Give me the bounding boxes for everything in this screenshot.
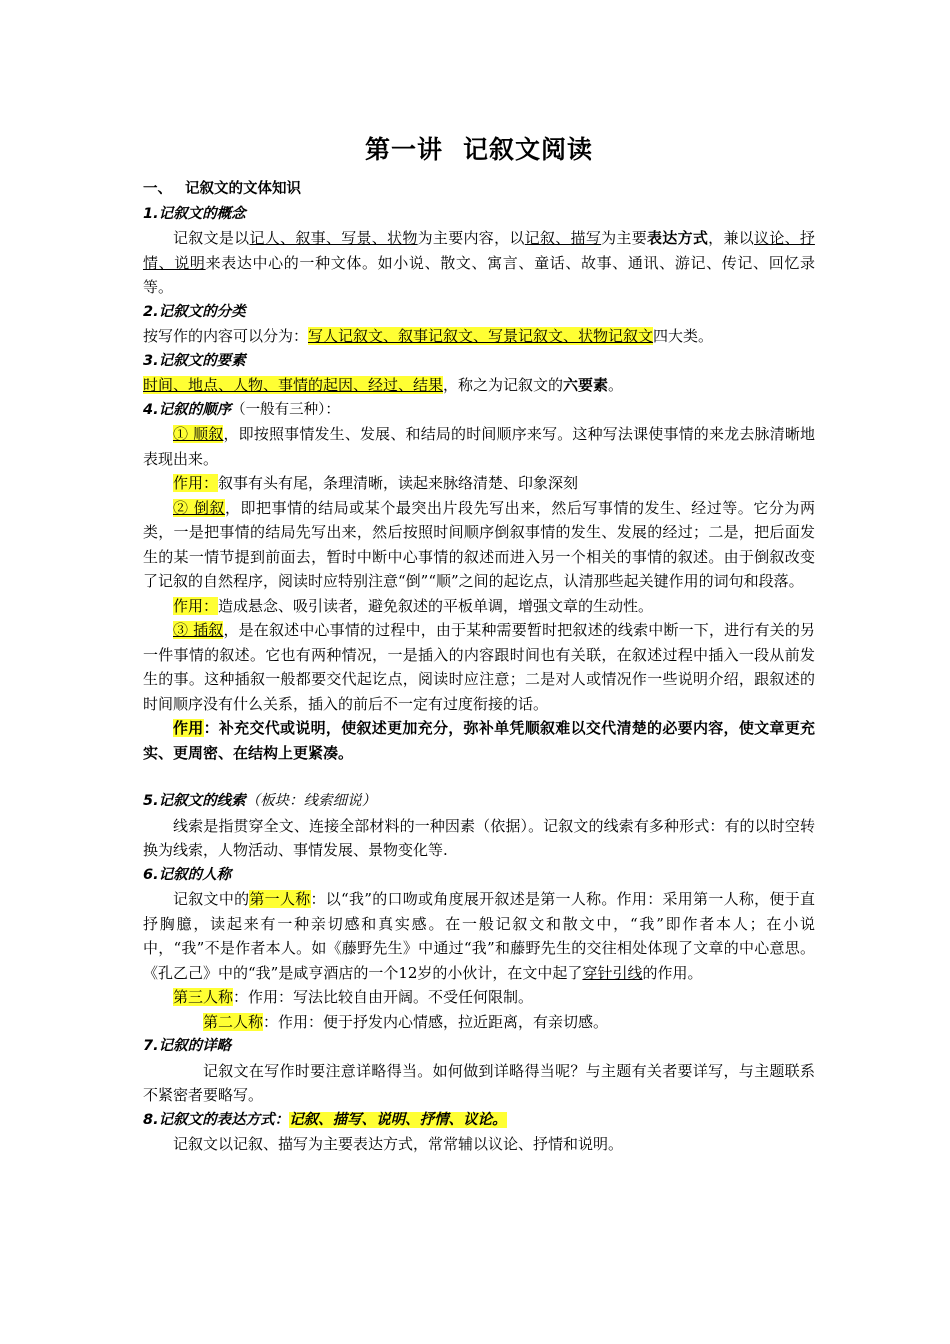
subheading-order: 4.记叙的顺序（一般有三种）： [143, 401, 340, 418]
subheading-clue: 5.记叙文的线索（板块：线索细说） [143, 793, 377, 809]
section-number: 一、 [143, 181, 172, 197]
subheading-concept: 1.记叙文的概念 [143, 205, 246, 222]
section-label: 记叙文的文体知识 [185, 181, 301, 197]
highlight-first-person: 第一人称 [249, 890, 311, 908]
underlined-expression-methods: 记叙、描写 [524, 229, 602, 247]
document-content [143, 133, 815, 1157]
highlight-expression-methods: 记叙、描写、说明、抒情、议论。 [289, 1111, 507, 1128]
subheading-classification: 2.记叙文的分类 [143, 303, 246, 320]
label-chronological: ① 顺叙 [173, 425, 224, 443]
label-interpolation: ③ 插叙 [173, 621, 224, 639]
order-note: （一般有三种）： [231, 401, 340, 418]
effect-flashback: 作用：造成悬念、吸引读者，避免叙述的平板单调，增强文章的生动性。 [173, 596, 654, 615]
page-title [143, 133, 815, 167]
subheading-person: 6.记叙的人称 [143, 866, 232, 883]
bold-six-elements: 六要素 [563, 376, 609, 394]
underlined-auxiliary-methods: 议论、抒情、说明 [143, 229, 815, 272]
effect-label: 作用： [173, 596, 219, 615]
label-flashback: ② 倒叙 [173, 498, 225, 517]
paragraph-first-person: 记叙文中的第一人称：以“我”的口吻或角度展开叙述是第一人称。作用：采用第一人称，便于直抒胸臆，读起来有一种亲切感和真实感。在一般记叙文和散文中，“我”即作者本人；在小说中，“我”不是作者本人。如《藤野先生》中通过“我”和藤野先生的交往相处体现了文章的中心意思。《孔乙己》中的“我”是咸亨酒店的一个12岁的小伙计，在文中起了穿针引线的作用。 [143, 890, 815, 982]
effect-chronological: 作用：叙事有头有尾，条理清晰，读起来脉络清楚、印象深刻 [173, 474, 579, 492]
effect-label: 作用： [173, 474, 219, 492]
paragraph-clue: 线索是指贯穿全文、连接全部材料的一种因素（依据）。记叙文的线索有多种形式：有的以时空转换为线索，人物活动、事情发展、景物变化等. [143, 816, 815, 859]
underlined-thread: 穿针引线 [582, 963, 643, 982]
paragraph-third-person: 第三人称：作用：写法比较自由开阔。不受任何限制。 [173, 988, 534, 1006]
highlight-six-elements: 时间、地点、人物、事情的起因、经过、结果 [143, 376, 444, 394]
paragraph-classification: 按写作的内容可以分为：写人记叙文、叙事记叙文、写景记叙文、状物记叙文四大类。 [143, 327, 714, 345]
paragraph-second-person: 第二人称：作用：便于抒发内心情感，拉近距离，有亲切感。 [203, 1012, 609, 1031]
highlight-third-person: 第三人称 [173, 988, 234, 1006]
paragraph-flashback: ② 倒叙，即把事情的结局或某个最突出片段先写出来，然后写事情的发生、经过等。它分为两类，一是把事情的结局先写出来，然后按照时间顺序倒叙事情的发生、发展的经过；二是，把后面发生的某一情节提到前面去，暂时中断中心事情的叙述而进入另一个相关的事情的叙述。由于倒叙改变了记叙的自然程序，阅读时应特别注意“倒”“顺”之间的起讫点，认清那些起关键作用的词句和段落。 [143, 498, 815, 590]
title-part-2: 记叙文阅读 [463, 135, 594, 164]
bold-expression-method: 表达方式 [647, 229, 709, 247]
paragraph-elements: 时间、地点、人物、事情的起因、经过、结果，称之为记叙文的六要素。 [143, 376, 624, 394]
paragraph-concept: 记叙文是以记人、叙事、写景、状物为主要内容，以记叙、描写为主要表达方式，兼以议论、抒情、说明来表达中心的一种文体。如小说、散文、寓言、童话、故事、通讯、游记、传记、回忆录等。 [143, 229, 815, 296]
highlight-second-person: 第二人称 [203, 1012, 264, 1031]
paragraph-expression: 记叙文以记叙、描写为主要表达方式，常常辅以议论、抒情和说明。 [173, 1135, 624, 1153]
subheading-elements: 3.记叙文的要素 [143, 352, 246, 369]
underlined-content-types: 记人、叙事、写景、状物 [249, 229, 418, 247]
paragraph-interpolation: ③ 插叙，是在叙述中心事情的过程中，由于某种需要暂时把叙述的线索中断一下，进行有关的另一件事情的叙述。它也有两种情况，一是插入的内容跟时间也有关联，在叙述过程中插入一段从前发生的事。这种插叙一般都要交代起讫点，阅读时应注意；二是对人或情况作一些说明介绍，跟叙述的时间顺序没有什么关系，插入的前后不一定有过度衔接的话。 [143, 621, 815, 713]
clue-note: （板块：线索细说） [245, 793, 377, 809]
paragraph-chronological: ① 顺叙，即按照事情发生、发展、和结局的时间顺序来写。这种写法课使事情的来龙去脉清晰地表现出来。 [143, 425, 815, 468]
highlight-four-types: 写人记叙文、叙事记叙文、写景记叙文、状物记叙文 [308, 327, 654, 345]
effect-interpolation: 作用：补充交代或说明，使叙述更加充分，弥补单凭顺叙难以交代清楚的必要内容，使文章更充实、更周密、在结构上更紧凑。 [143, 719, 815, 762]
paragraph-detail: 记叙文在写作时要注意详略得当。如何做到详略得当呢？与主题有关者要详写，与主题联系不紧密者要略写。 [143, 1061, 815, 1104]
section-heading-1 [143, 177, 815, 202]
effect-label: 作用 [173, 719, 204, 737]
subheading-detail: 7.记叙的详略 [143, 1038, 232, 1054]
subheading-expression: 8.记叙文的表达方式：记叙、描写、说明、抒情、议论。 [143, 1111, 507, 1128]
title-part-1: 第一讲 [364, 135, 443, 164]
